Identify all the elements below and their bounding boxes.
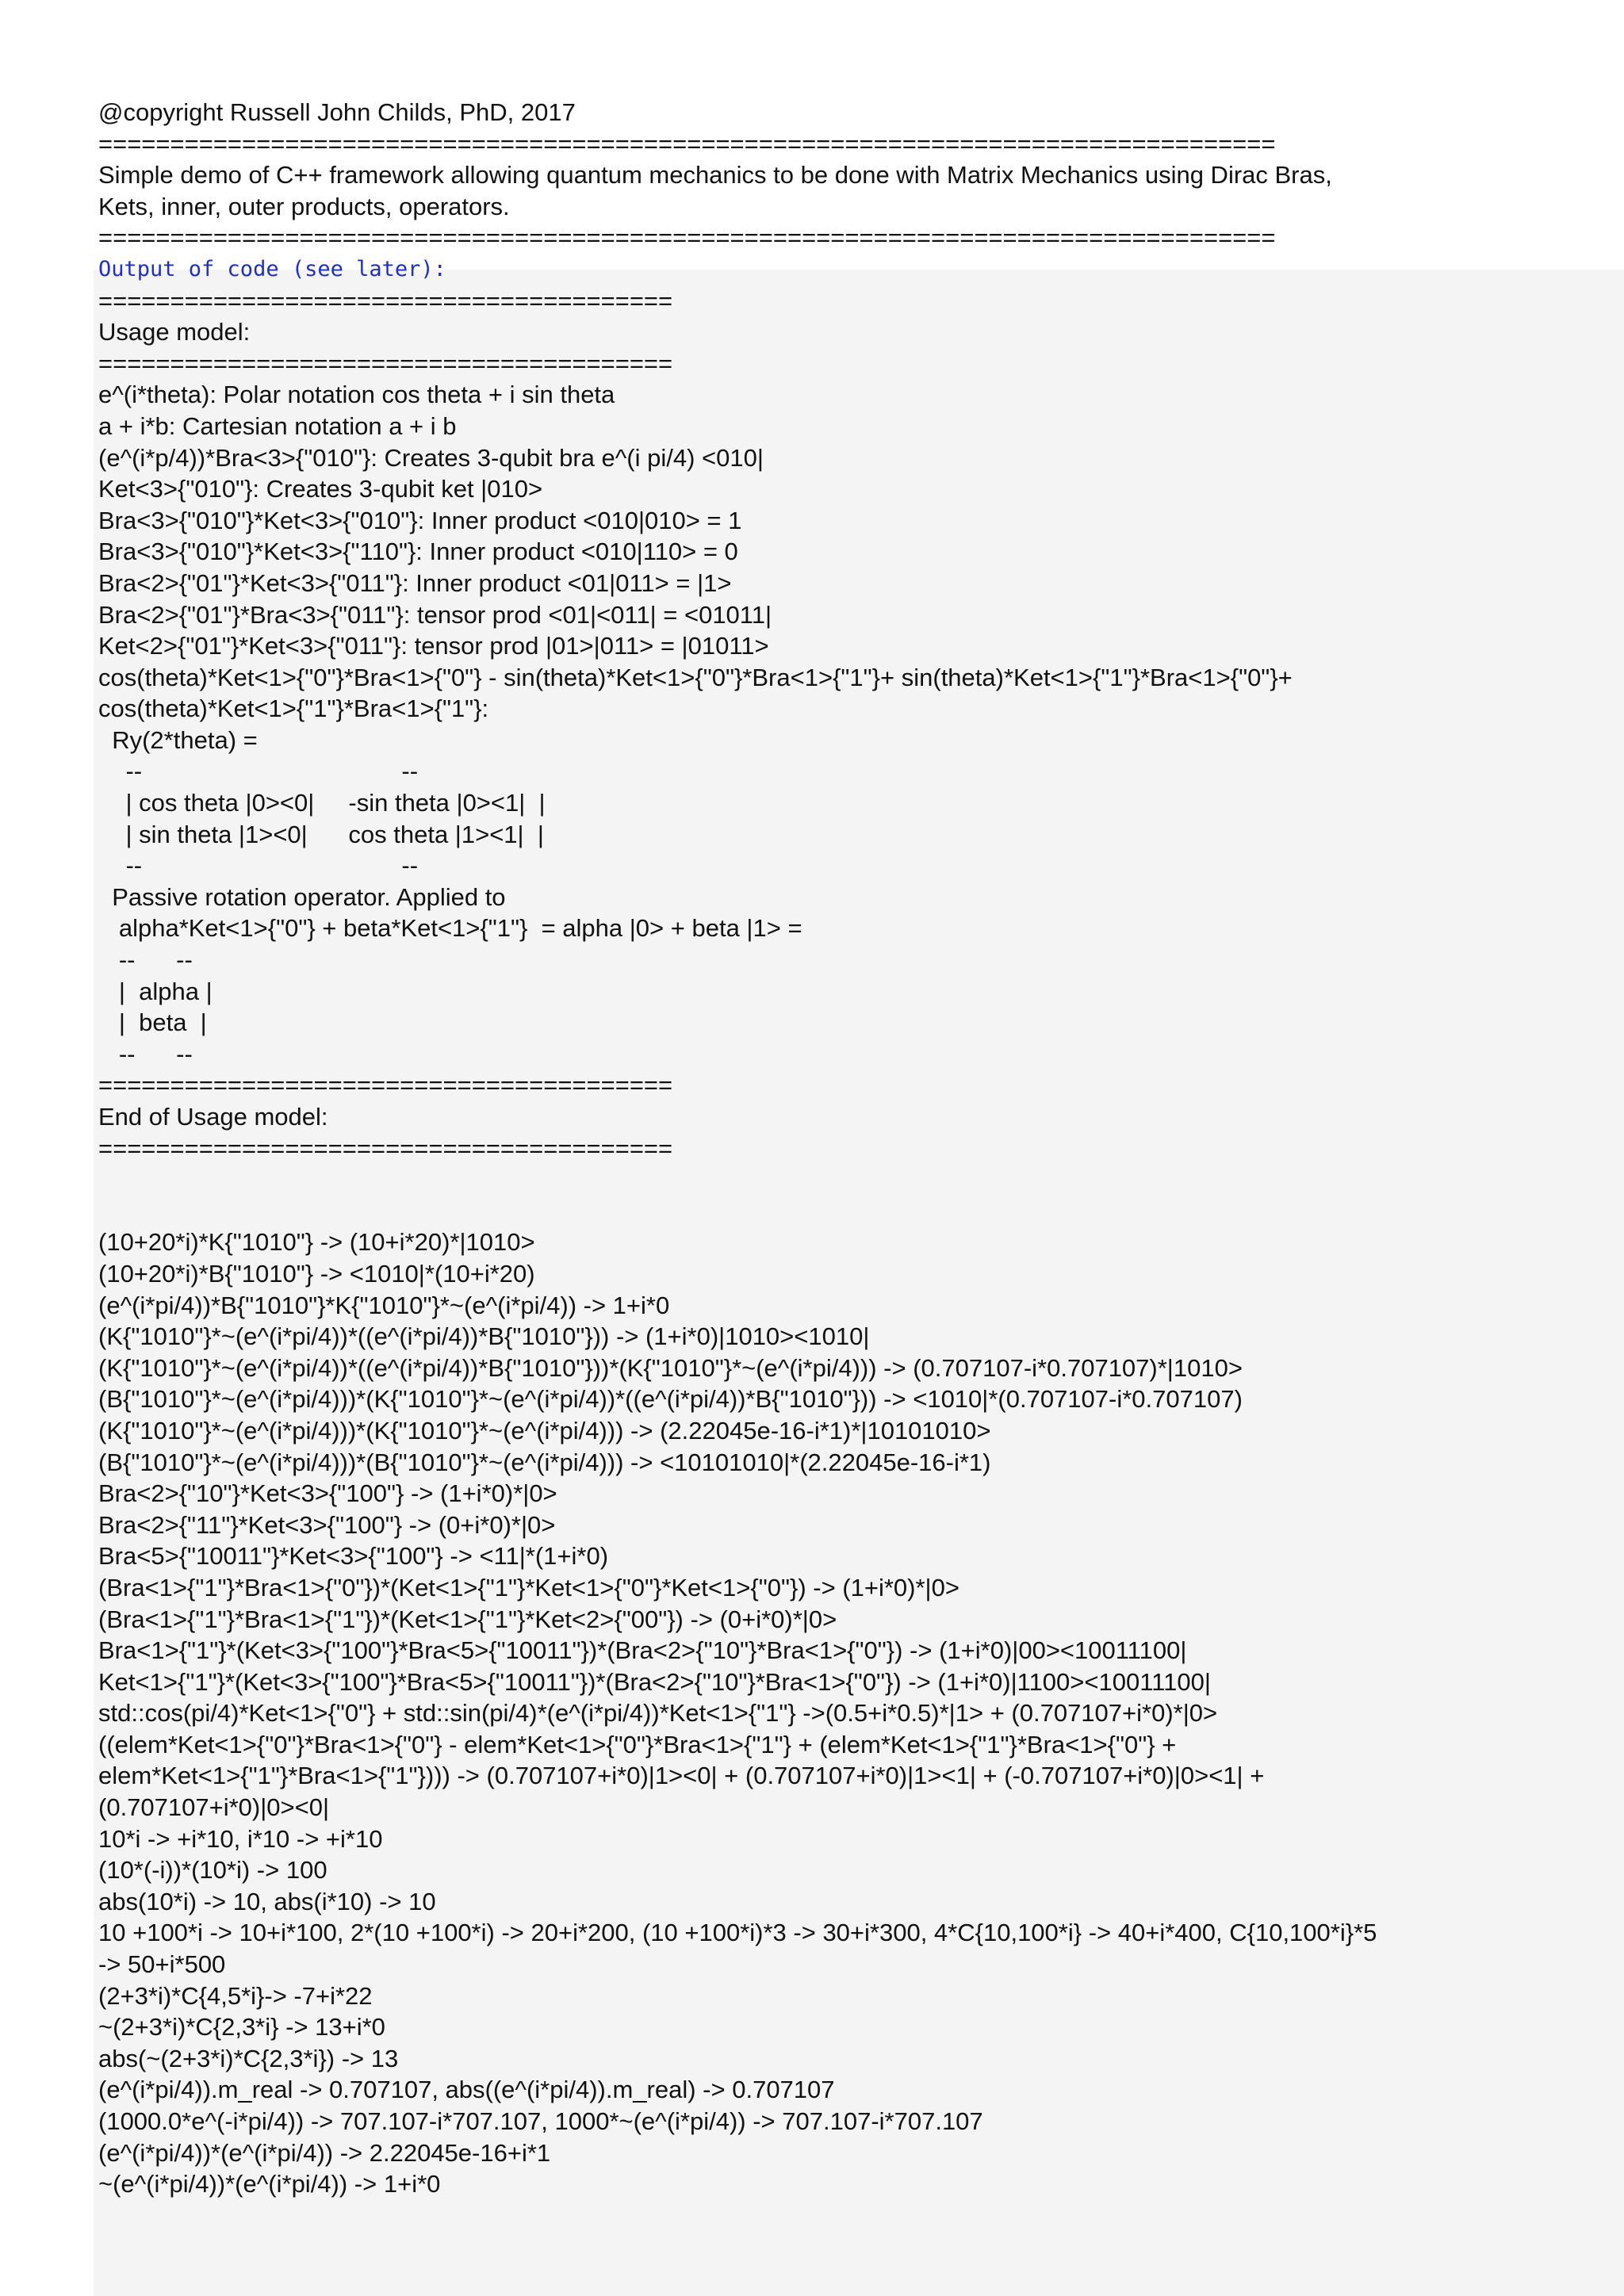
output-line: ~(e^(i*pi/4))*(e^(i*pi/4)) -> 1+i*0 bbox=[98, 2170, 441, 2198]
separator-rule: ================================================================================== bbox=[98, 224, 1276, 252]
usage-line: a + i*b: Cartesian notation a + i b bbox=[98, 411, 457, 440]
usage-line: -- -- bbox=[98, 757, 419, 786]
separator-rule: ================================================================================== bbox=[98, 129, 1276, 158]
output-line: (K{"1010"}*~(e^(i*pi/4))*((e^(i*pi/4))*B{"1010"})) -> (1+i*0)|1010><1010| bbox=[98, 1322, 870, 1351]
output-line: Bra<5>{"10011"}*Ket<3>{"100"} -> <11|*(1+i*0) bbox=[98, 1542, 609, 1571]
usage-line: -- -- bbox=[98, 851, 419, 880]
usage-line: Bra<2>{"01"}*Bra<3>{"011"}: tensor prod <01|<011| = <01011| bbox=[98, 600, 772, 629]
usage-line: | beta | bbox=[98, 1008, 207, 1037]
separator-rule: ======================================== bbox=[98, 1071, 673, 1100]
usage-line: (e^(i*p/4))*Bra<3>{"010"}: Creates 3-qubit bra e^(i pi/4) <010| bbox=[98, 443, 764, 472]
usage-line: e^(i*theta): Polar notation cos theta + i sin theta bbox=[98, 381, 615, 409]
output-line: (e^(i*pi/4))*(e^(i*pi/4)) -> 2.22045e-16+i*1 bbox=[98, 2138, 551, 2167]
usage-line: alpha*Ket<1>{"0"} + beta*Ket<1>{"1"} = alpha |0> + beta |1> = bbox=[98, 914, 802, 943]
code-output-section bbox=[98, 1226, 1597, 2199]
usage-line: Ry(2*theta) = bbox=[98, 725, 258, 754]
usage-line: Passive rotation operator. Applied to bbox=[98, 882, 506, 911]
output-line: std::cos(pi/4)*Ket<1>{"0"} + std::sin(pi/4)*(e^(i*pi/4))*Ket<1>{"1"} ->(0.5+i*0.5)*|1> + (0.707107+i*0)*|0> bbox=[98, 1699, 1218, 1728]
output-line: (10+20*i)*B{"1010"} -> <1010|*(10+i*20) bbox=[98, 1259, 535, 1288]
output-line: 10*i -> +i*10, i*10 -> +i*10 bbox=[98, 1824, 383, 1853]
usage-line: Bra<2>{"01"}*Ket<3>{"011"}: Inner product <01|011> = |1> bbox=[98, 568, 732, 597]
usage-line: | cos theta |0><0| -sin theta |0><1| | bbox=[98, 789, 546, 817]
output-line: Ket<1>{"1"}*(Ket<3>{"100"}*Bra<5>{"10011"})*(Bra<2>{"10"}*Bra<1>{"0"}) -> (1+i*0)|1100><10011100| bbox=[98, 1667, 1211, 1696]
output-line: (K{"1010"}*~(e^(i*pi/4)))*(K{"1010"}*~(e^(i*pi/4))) -> (2.22045e-16-i*1)*|10101010> bbox=[98, 1416, 991, 1445]
output-line: ((elem*Ket<1>{"0"}*Bra<1>{"0"} - elem*Ket<1>{"0"}*Bra<1>{"1"} + (elem*Ket<1>{"1"}*Bra<1>{"0"} + bbox=[98, 1730, 1177, 1758]
output-line: abs(10*i) -> 10, abs(i*10) -> 10 bbox=[98, 1887, 436, 1915]
output-line: (e^(i*pi/4))*B{"1010"}*K{"1010"}*~(e^(i*pi/4)) -> 1+i*0 bbox=[98, 1291, 670, 1319]
output-line: abs(~(2+3*i)*C{2,3*i}) -> 13 bbox=[98, 2044, 399, 2072]
usage-line: Ket<2>{"01"}*Ket<3>{"011"}: tensor prod |01>|011> = |01011> bbox=[98, 632, 769, 660]
output-line: (Bra<1>{"1"}*Bra<1>{"0"})*(Ket<1>{"1"}*Ket<1>{"0"}*Ket<1>{"0"}) -> (1+i*0)*|0> bbox=[98, 1573, 959, 1601]
usage-model-title: Usage model: bbox=[98, 318, 251, 346]
output-line: (1000.0*e^(-i*pi/4)) -> 707.107-i*707.107, 1000*~(e^(i*pi/4)) -> 707.107-i*707.107 bbox=[98, 2107, 983, 2135]
output-line: Bra<2>{"10"}*Ket<3>{"100"} -> (1+i*0)*|0> bbox=[98, 1479, 557, 1508]
separator-rule: ======================================== bbox=[98, 1134, 673, 1162]
output-heading: Output of code (see later): bbox=[98, 256, 446, 281]
output-line: 10 +100*i -> 10+i*100, 2*(10 +100*i) -> 20+i*200, (10 +100*i)*3 -> 30+i*300, 4*C{10,100*i} -> 40+i*400, C{10,100*i}*5 bbox=[98, 1919, 1377, 1947]
output-line: (0.707107+i*0)|0><0| bbox=[98, 1793, 330, 1822]
output-line: (10*(-i))*(10*i) -> 100 bbox=[98, 1856, 327, 1885]
copyright-line: @copyright Russell John Childs, PhD, 2017 bbox=[98, 98, 576, 126]
output-line: (e^(i*pi/4)).m_real -> 0.707107, abs((e^(i*pi/4)).m_real) -> 0.707107 bbox=[98, 2076, 835, 2104]
output-line: (B{"1010"}*~(e^(i*pi/4)))*(B{"1010"}*~(e^(i*pi/4))) -> <10101010|*(2.22045e-16-i*1) bbox=[98, 1448, 991, 1476]
separator-rule: ======================================== bbox=[98, 349, 673, 377]
description-line: Kets, inner, outer products, operators. bbox=[98, 192, 510, 220]
output-line: ~(2+3*i)*C{2,3*i} -> 13+i*0 bbox=[98, 2013, 385, 2042]
output-line: (Bra<1>{"1"}*Bra<1>{"1"})*(Ket<1>{"1"}*Ket<2>{"00"}) -> (0+i*0)*|0> bbox=[98, 1605, 837, 1633]
blank-line bbox=[98, 1164, 1597, 1196]
output-line: (B{"1010"}*~(e^(i*pi/4)))*(K{"1010"}*~(e^(i*pi/4))*((e^(i*pi/4))*B{"1010"})) -> <1010|*(0.707107-i*0.707107) bbox=[98, 1385, 1243, 1414]
output-line: (10+20*i)*K{"1010"} -> (10+i*20)*|1010> bbox=[98, 1228, 535, 1257]
output-line: -> 50+i*500 bbox=[98, 1950, 226, 1979]
output-line: Bra<1>{"1"}*(Ket<3>{"100"}*Bra<5>{"10011"})*(Bra<2>{"10"}*Bra<1>{"0"}) -> (1+i*0)|00><10011100| bbox=[98, 1636, 1187, 1665]
usage-line: cos(theta)*Ket<1>{"1"}*Bra<1>{"1"}: bbox=[98, 695, 489, 723]
usage-line: | sin theta |1><0| cos theta |1><1| | bbox=[98, 820, 544, 848]
document-body bbox=[98, 97, 1597, 2200]
output-line: (K{"1010"}*~(e^(i*pi/4))*((e^(i*pi/4))*B{"1010"}))*(K{"1010"}*~(e^(i*pi/4))) -> (0.707107-i*0.707107)*|1010> bbox=[98, 1353, 1243, 1382]
usage-model-section bbox=[98, 379, 1597, 1070]
usage-line: Ket<3>{"010"}: Creates 3-qubit ket |010> bbox=[98, 475, 543, 503]
usage-line: -- -- bbox=[98, 946, 193, 974]
output-line: Bra<2>{"11"}*Ket<3>{"100"} -> (0+i*0)*|0> bbox=[98, 1510, 556, 1539]
output-line: elem*Ket<1>{"1"}*Bra<1>{"1"}))) -> (0.707107+i*0)|1><0| + (0.707107+i*0)|1><1| + (-0.707107+i*0)|0><1| + bbox=[98, 1762, 1265, 1790]
usage-line: cos(theta)*Ket<1>{"0"}*Bra<1>{"0"} - sin(theta)*Ket<1>{"0"}*Bra<1>{"1"}+ sin(theta)*Ket<1>{"1"}*Bra<1>{"0"}+ bbox=[98, 663, 1293, 691]
usage-line: Bra<3>{"010"}*Ket<3>{"110"}: Inner product <010|110> = 0 bbox=[98, 538, 738, 566]
description-line: Simple demo of C++ framework allowing quantum mechanics to be done with Matrix Mechanics using Dirac Bras, bbox=[98, 161, 1332, 189]
usage-line: Bra<3>{"010"}*Ket<3>{"010"}: Inner product <010|010> = 1 bbox=[98, 506, 742, 534]
separator-rule: ======================================== bbox=[98, 286, 673, 315]
output-line: (2+3*i)*C{4,5*i}-> -7+i*22 bbox=[98, 1981, 373, 2010]
blank-line bbox=[98, 1196, 1597, 1227]
usage-line: | alpha | bbox=[98, 977, 213, 1005]
usage-model-end-title: End of Usage model: bbox=[98, 1103, 328, 1131]
usage-line: -- -- bbox=[98, 1039, 193, 1068]
